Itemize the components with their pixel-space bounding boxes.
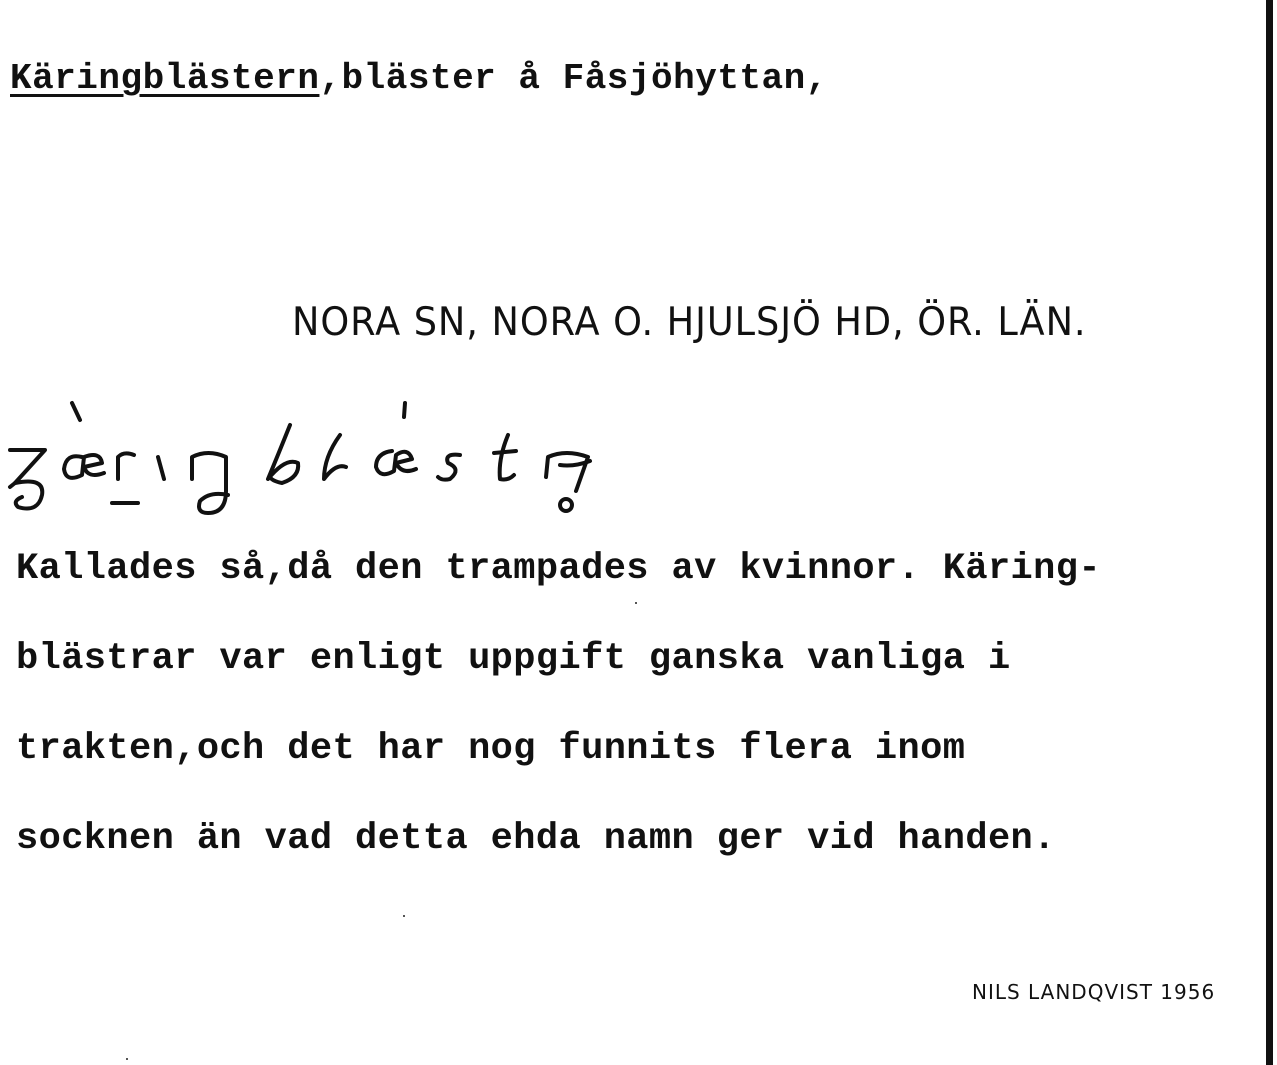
location-line: NORA SN, NORA O. HJULSJÖ HD, ÖR. LÄN. (292, 300, 1087, 345)
body-line: socknen än vad detta ehda namn ger vid handen. (16, 818, 1056, 860)
scan-speck (635, 602, 637, 604)
body-line: trakten,och det har nog funnits flera inom (16, 728, 966, 770)
headword-description: ,bläster å Fåsjöhyttan, (319, 58, 828, 99)
scan-speck (126, 1058, 128, 1060)
signature: NILS LANDQVIST 1956 (972, 980, 1216, 1004)
card-body (16, 548, 1101, 908)
card-title (10, 58, 828, 99)
body-line: Kallades så,då den trampades av kvinnor. Käring- (16, 548, 1101, 590)
card-edge (1266, 0, 1273, 1065)
headword: Käringblästern (10, 58, 320, 99)
scan-speck (403, 915, 405, 917)
phonetic-transcription (0, 395, 640, 525)
body-line: blästrar var enligt uppgift ganska vanliga i (16, 638, 1011, 680)
